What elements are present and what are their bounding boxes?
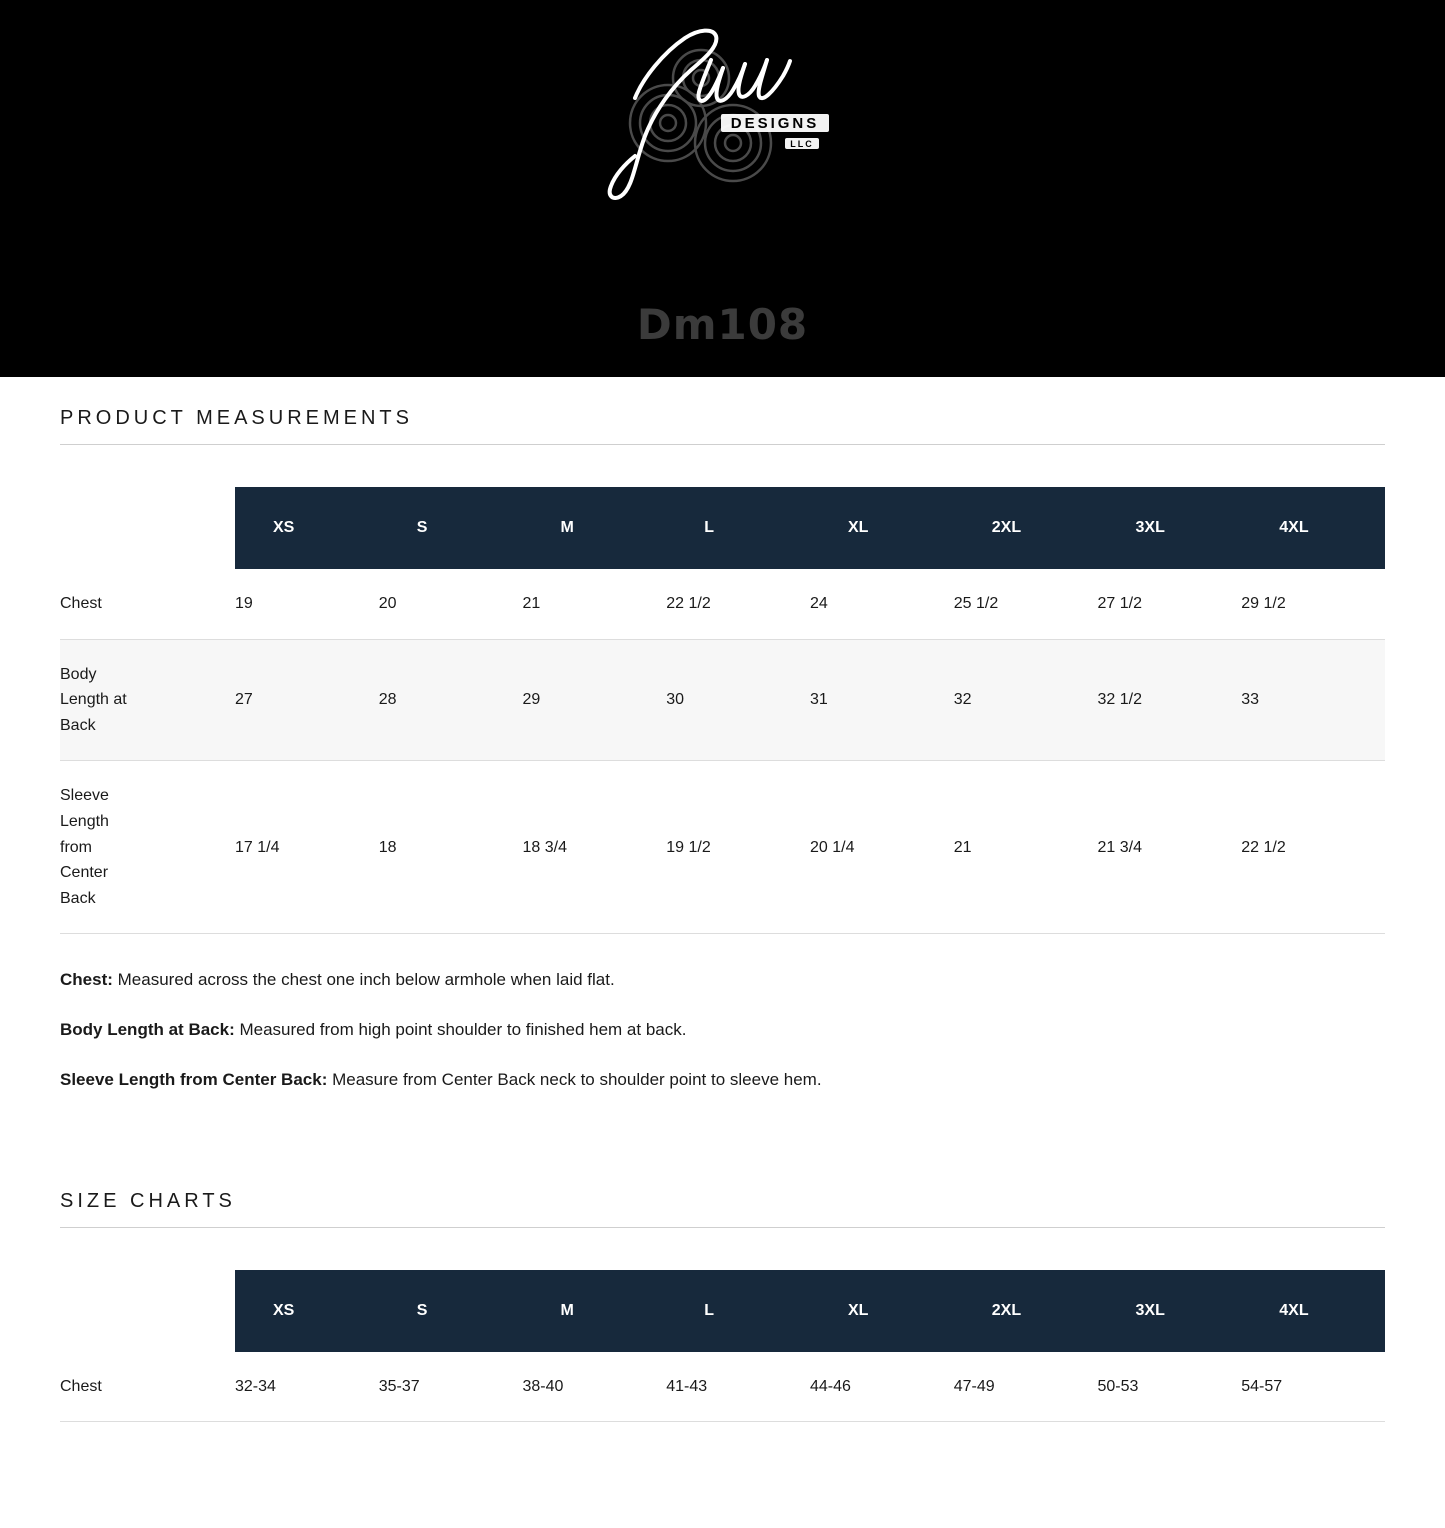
row-label-sleeve-length-from-center-back [60,761,235,934]
note-sleeve-length [60,1068,1385,1092]
table-header-row [60,487,1385,569]
column-header-s: S [379,487,523,569]
cell-body-length-3xl: 32 1/2 [1098,639,1242,761]
cell-sleeve-length-4xl: 22 1/2 [1241,761,1385,934]
cell-sleeve-length-s: 18 [379,761,523,934]
table-row [60,761,1385,934]
column-header-xl: XL [810,487,954,569]
measurement-notes [60,968,1385,1091]
column-header-l: L [666,487,810,569]
sc-column-header-2xl: 2XL [954,1270,1098,1352]
page-header [0,0,1445,377]
column-header-3xl: 3XL [1098,487,1242,569]
cell-chest-xl: 24 [810,569,954,639]
jlynn-designs-logo-icon [573,18,873,218]
sc-cell-chest-3xl: 50-53 [1098,1352,1242,1422]
note-term-sleeve-length: Sleeve Length from Center Back: [60,1069,328,1089]
row-label-chest: Chest [60,569,235,639]
cell-chest-3xl: 27 1/2 [1098,569,1242,639]
size-charts-table [60,1270,1385,1423]
cell-body-length-4xl: 33 [1241,639,1385,761]
sc-cell-chest-4xl: 54-57 [1241,1352,1385,1422]
note-body-length [60,1018,1385,1042]
sc-column-header-l: L [666,1270,810,1352]
note-term-body-length: Body Length at Back: [60,1020,235,1040]
cell-chest-4xl: 29 1/2 [1241,569,1385,639]
note-term-chest: Chest: [60,970,113,990]
sc-column-header-4xl: 4XL [1241,1270,1385,1352]
sc-cell-chest-xs: 32-34 [235,1352,379,1422]
table-row [60,569,1385,639]
cell-sleeve-length-2xl: 21 [954,761,1098,934]
sc-cell-chest-s: 35-37 [379,1352,523,1422]
cell-sleeve-length-3xl: 21 3/4 [1098,761,1242,934]
cell-body-length-l: 30 [666,639,810,761]
sc-cell-chest-m: 38-40 [523,1352,667,1422]
sc-column-header-3xl: 3XL [1098,1270,1242,1352]
column-header-4xl: 4XL [1241,487,1385,569]
sc-column-header-s: S [379,1270,523,1352]
size-charts-title: SIZE CHARTS [60,1118,1385,1228]
cell-body-length-s: 28 [379,639,523,761]
product-measurements-table [60,487,1385,934]
cell-sleeve-length-xs: 17 1/4 [235,761,379,934]
brand-logo [0,18,1445,218]
table-row [60,1352,1385,1422]
note-chest [60,968,1385,992]
sc-row-label-chest: Chest [60,1352,235,1422]
cell-body-length-xs: 27 [235,639,379,761]
row-label-text: Body Length at Back [60,665,127,734]
cell-chest-l: 22 1/2 [666,569,810,639]
svg-text:DESIGNS: DESIGNS [730,115,819,132]
cell-body-length-xl: 31 [810,639,954,761]
product-measurements-title: PRODUCT MEASUREMENTS [60,377,1385,445]
svg-text:LLC: LLC [789,139,814,149]
column-header-blank [60,487,235,569]
table-row [60,639,1385,761]
cell-sleeve-length-xl: 20 1/4 [810,761,954,934]
column-header-xs: XS [235,487,379,569]
column-header-m: M [523,487,667,569]
row-label-text: Sleeve Length from Center Back [60,787,109,907]
sc-cell-chest-2xl: 47-49 [954,1352,1098,1422]
sc-cell-chest-xl: 44-46 [810,1352,954,1422]
sc-column-header-xs: XS [235,1270,379,1352]
sc-cell-chest-l: 41-43 [666,1352,810,1422]
cell-body-length-m: 29 [523,639,667,761]
row-label-body-length-at-back [60,639,235,761]
cell-body-length-2xl: 32 [954,639,1098,761]
sc-column-header-xl: XL [810,1270,954,1352]
sc-column-header-m: M [523,1270,667,1352]
table-header-row [60,1270,1385,1352]
column-header-2xl: 2XL [954,487,1098,569]
note-text-body-length: Measured from high point shoulder to finished hem at back. [234,1020,687,1040]
cell-sleeve-length-m: 18 3/4 [523,761,667,934]
cell-chest-2xl: 25 1/2 [954,569,1098,639]
cell-sleeve-length-l: 19 1/2 [666,761,810,934]
cell-chest-s: 20 [379,569,523,639]
cell-chest-m: 21 [523,569,667,639]
sc-column-header-blank [60,1270,235,1352]
note-text-sleeve-length: Measure from Center Back neck to shoulder point to sleeve hem. [327,1069,822,1089]
cell-chest-xs: 19 [235,569,379,639]
document-body [0,377,1445,1422]
product-code: Dm108 [636,300,809,349]
note-text-chest: Measured across the chest one inch below armhole when laid flat. [112,970,615,990]
